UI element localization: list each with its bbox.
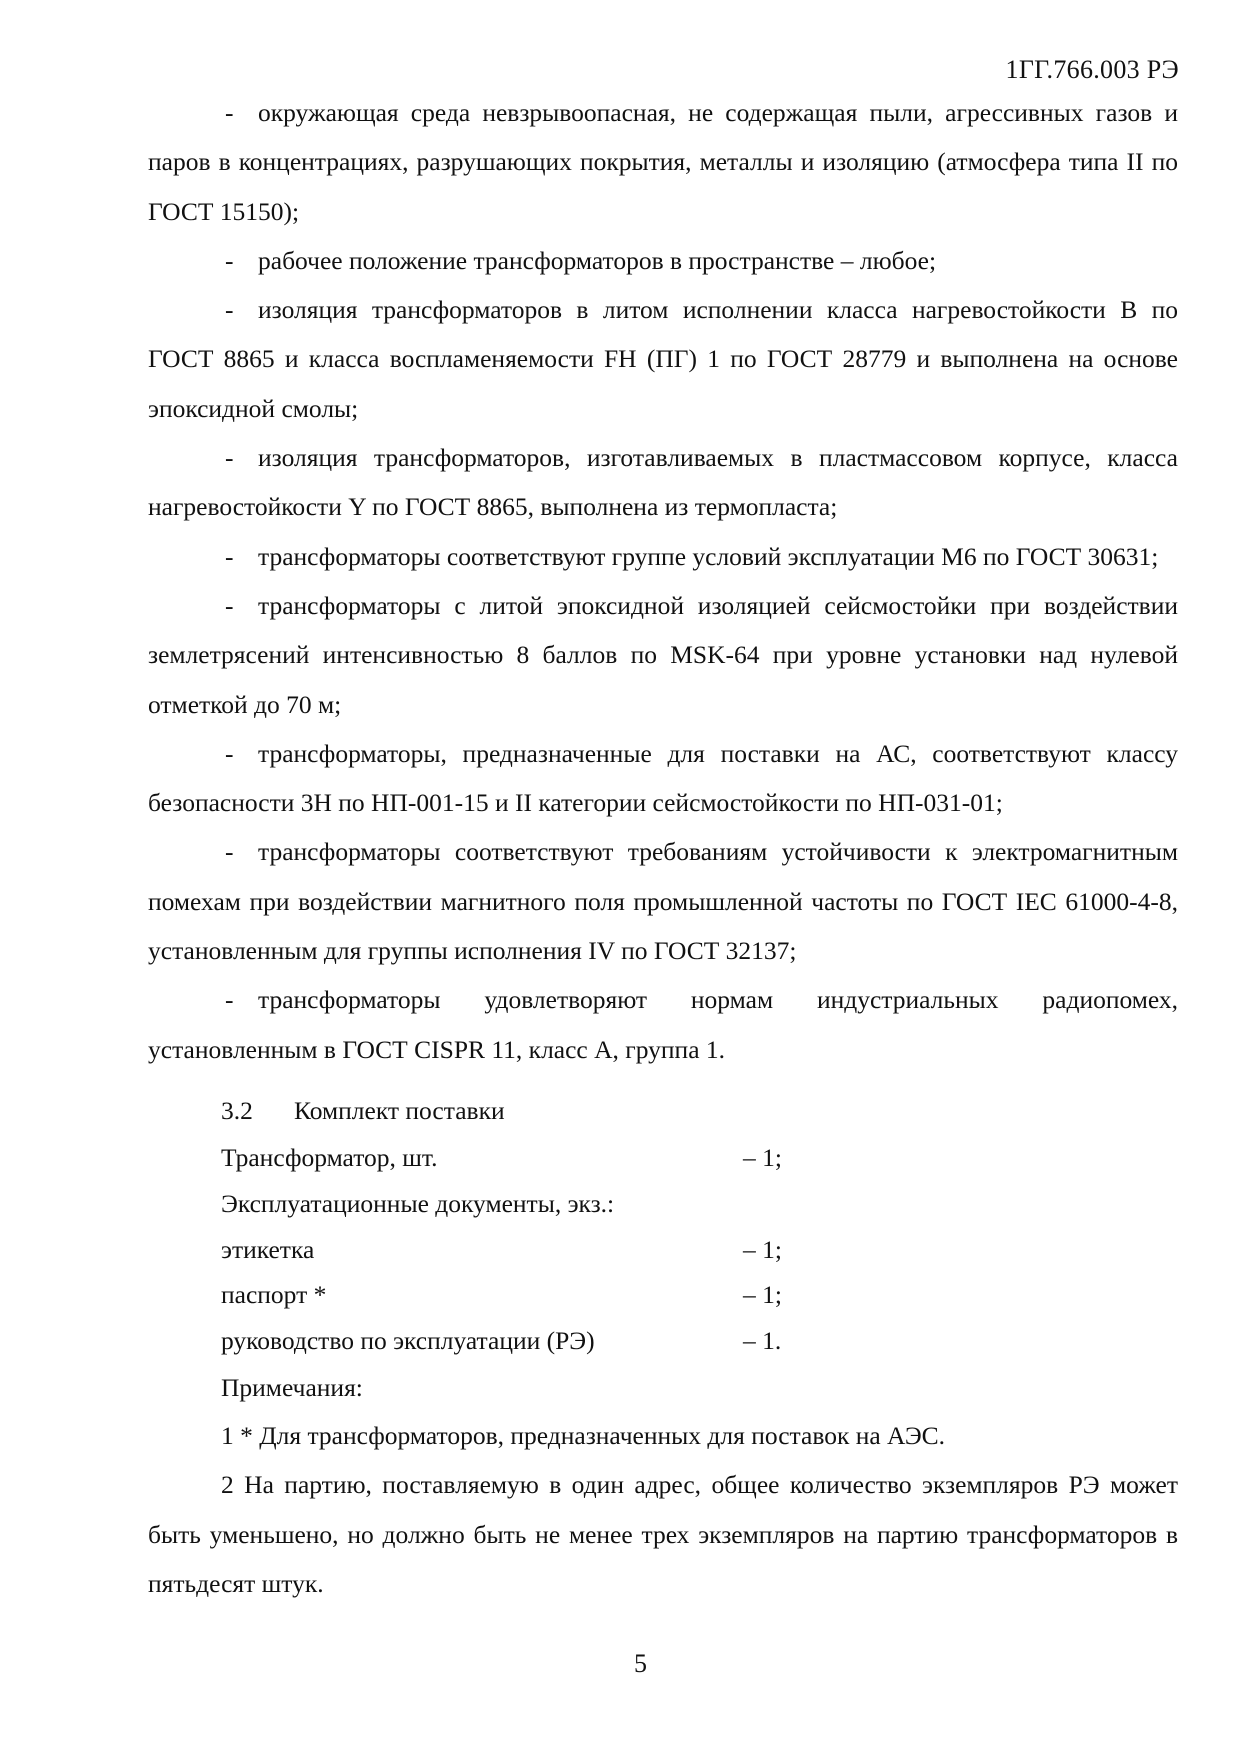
notes-title: Примечания: [221,1372,363,1402]
bullet-dash: - [225,590,234,620]
bullet-text: трансформаторы, предназначенные для поставки на АС, соответствуют классу безопасности 3Н по НП-001-15 и II категории сейсмостойкости по НП-031-01; [148,738,1178,818]
note-item: 2 На партию, поставляемую в один адрес, общее количество экземпляров РЭ может быть уменьшено, но должно быть не менее трех экземпляров на партию трансформаторов в пятьдесят штук. [148,1470,1178,1598]
kit-item-qty: – 1; [743,1234,782,1264]
bullet-item [148,236,1178,285]
bullet-dash: - [225,245,234,275]
bullet-dash: - [225,738,234,768]
kit-item-name: руководство по эксплуатации (РЭ) [221,1326,595,1356]
kit-row [148,1318,1178,1364]
bullet-item [148,285,1178,433]
kit-item-name: Трансформатор, шт. [221,1142,438,1172]
kit-row [148,1135,1178,1181]
bullet-text: трансформаторы с литой эпоксидной изоляцией сейсмостойки при воздействии землетрясений интенсивностью 8 баллов по MSK-64 при уровне установки над нулевой отметкой до 70 м; [148,590,1178,719]
bullet-text: изоляция трансформаторов, изготавливаемых в пластмассовом корпусе, класса нагревостойкости Y по ГОСТ 8865, выполнена из термопласта; [148,443,1178,522]
bullet-item [148,581,1178,729]
bullet-text: рабочее положение трансформаторов в пространстве – любое; [258,245,937,275]
kit-item-name: этикетка [221,1234,315,1264]
bullet-item [148,88,1178,236]
bullet-dash: - [225,98,234,127]
bullet-dash: - [225,985,234,1015]
bullet-item [148,827,1178,975]
bullet-item [148,729,1178,828]
bullet-item [148,975,1178,1074]
bullet-text: трансформаторы соответствуют группе условий эксплуатации М6 по ГОСТ 30631; [258,541,1159,571]
document-body [148,88,1178,1608]
kit-row [148,1181,1178,1227]
kit-item-name: паспорт * [221,1280,327,1310]
kit-item-name: Эксплуатационные документы, экз.: [221,1188,615,1218]
bullet-text: изоляция трансформаторов в литом исполнении класса нагревостойкости B по ГОСТ 8865 и класса воспламеняемости FH (ПГ) 1 по ГОСТ 28779 и выполнена на основе эпоксидной смолы; [148,295,1178,423]
page-number: 5 [634,1649,647,1678]
section-title: Комплект поставки [294,1095,505,1125]
bullet-dash: - [225,443,234,473]
delivery-kit-list [148,1135,1178,1364]
bullet-text: трансформаторы удовлетворяют нормам индустриальных радиопомех, установленным в ГОСТ CISPR 11, класс А, группа 1. [148,985,1178,1064]
bullet-dash: - [225,837,234,867]
kit-row [148,1227,1178,1273]
bullet-item [148,433,1178,532]
kit-item-qty: – 1. [743,1326,782,1356]
note-item: 1 * Для трансформаторов, предназначенных для поставок на АЭС. [221,1420,946,1450]
section-number: 3.2 [221,1095,253,1125]
kit-row [148,1272,1178,1318]
kit-item-qty: – 1; [743,1280,782,1310]
document-code: 1ГГ.766.003 РЭ [1005,55,1179,84]
bullet-text: окружающая среда невзрывоопасная, не содержащая пыли, агрессивных газов и паров в концентрациях, разрушающих покрытия, металлы и изоляцию (атмосфера типа II по ГОСТ 15150); [148,98,1178,226]
bullet-text: трансформаторы соответствуют требованиям устойчивости к электромагнитным помехам при воздействии магнитного поля промышленной частоты по ГОСТ IEC 61000-4-8, установленным для группы исполнения IV по ГОСТ 32137; [148,837,1178,966]
section-heading [148,1086,1178,1135]
bullet-dash: - [225,295,234,325]
bullet-dash: - [225,541,234,571]
bullet-item [148,532,1178,581]
kit-item-qty: – 1; [743,1142,782,1172]
